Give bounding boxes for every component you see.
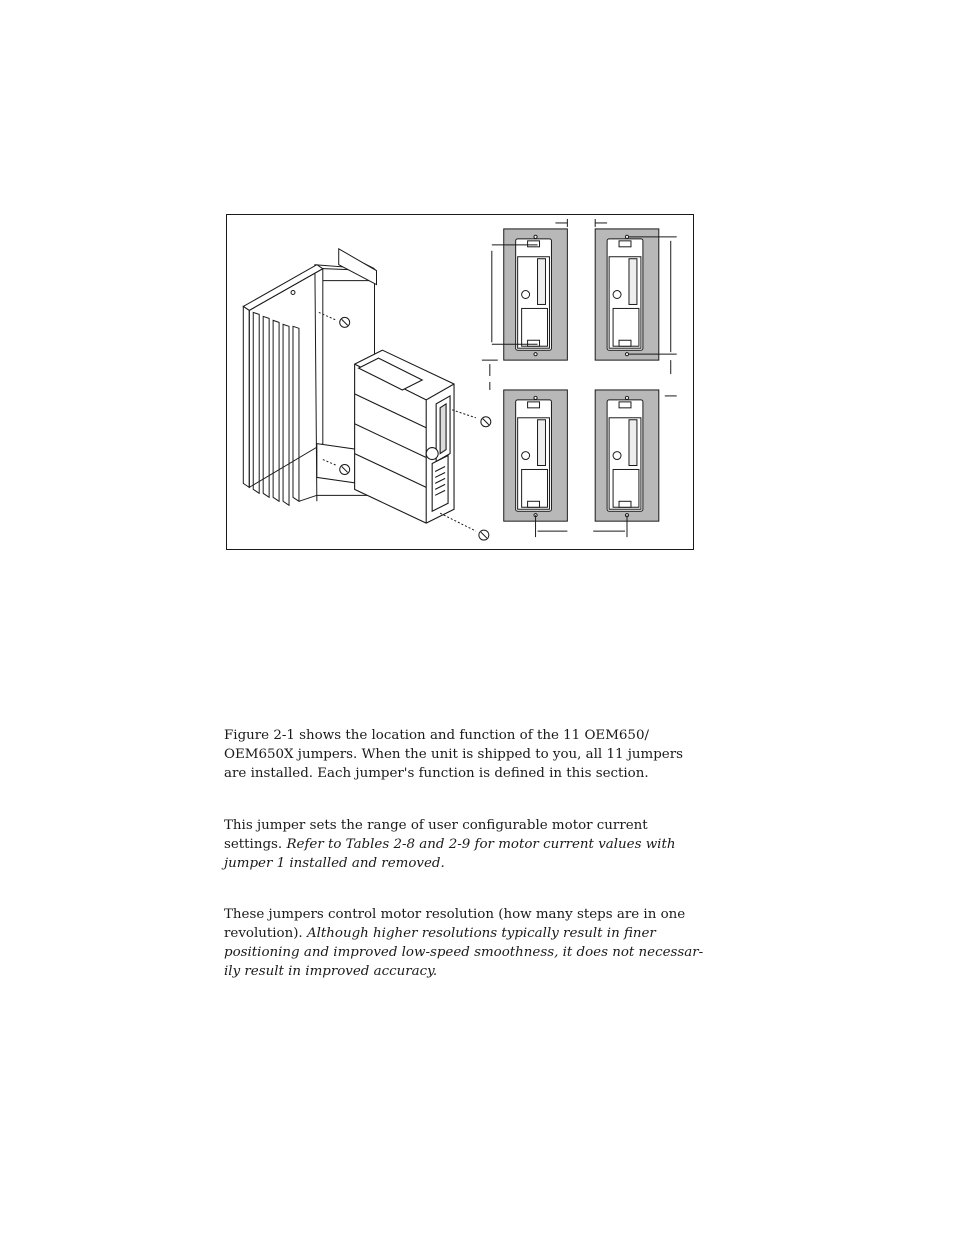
mounting-diagram: [227, 215, 693, 549]
paragraph-italic-note: Although higher resolutions typically result in finer positioning and improved low-speed smoothness, it does not necessar-ily result in improved accuracy.: [224, 926, 704, 979]
paragraph-line: OEM650X jumpers. When the unit is shipped to you, all 11 jumpers: [224, 747, 684, 762]
paragraph-line: are installed. Each jumper's function is defined in this section.: [224, 766, 649, 781]
drive-unit-drawing: [355, 350, 454, 523]
mounting-figure: [226, 214, 694, 550]
paragraph-line: Figure 2-1 shows the location and function of the 11 OEM650/: [224, 728, 649, 743]
paragraph-jumper-1: [224, 816, 704, 873]
paragraph-italic-note: Refer to Tables 2-8 and 2-9 for motor current values with jumper 1 installed and removed.: [224, 837, 676, 871]
paragraph-resolution-jumpers: [224, 905, 704, 981]
paragraph-text: This jumper sets the range of user configurable motor current settings.: [224, 818, 648, 852]
paragraph-jumper-overview: [224, 726, 704, 783]
paragraph-text: These jumpers control motor resolution (how many steps are in one revolution).: [224, 907, 686, 941]
panel-mount-layout-drawing: [482, 219, 677, 537]
